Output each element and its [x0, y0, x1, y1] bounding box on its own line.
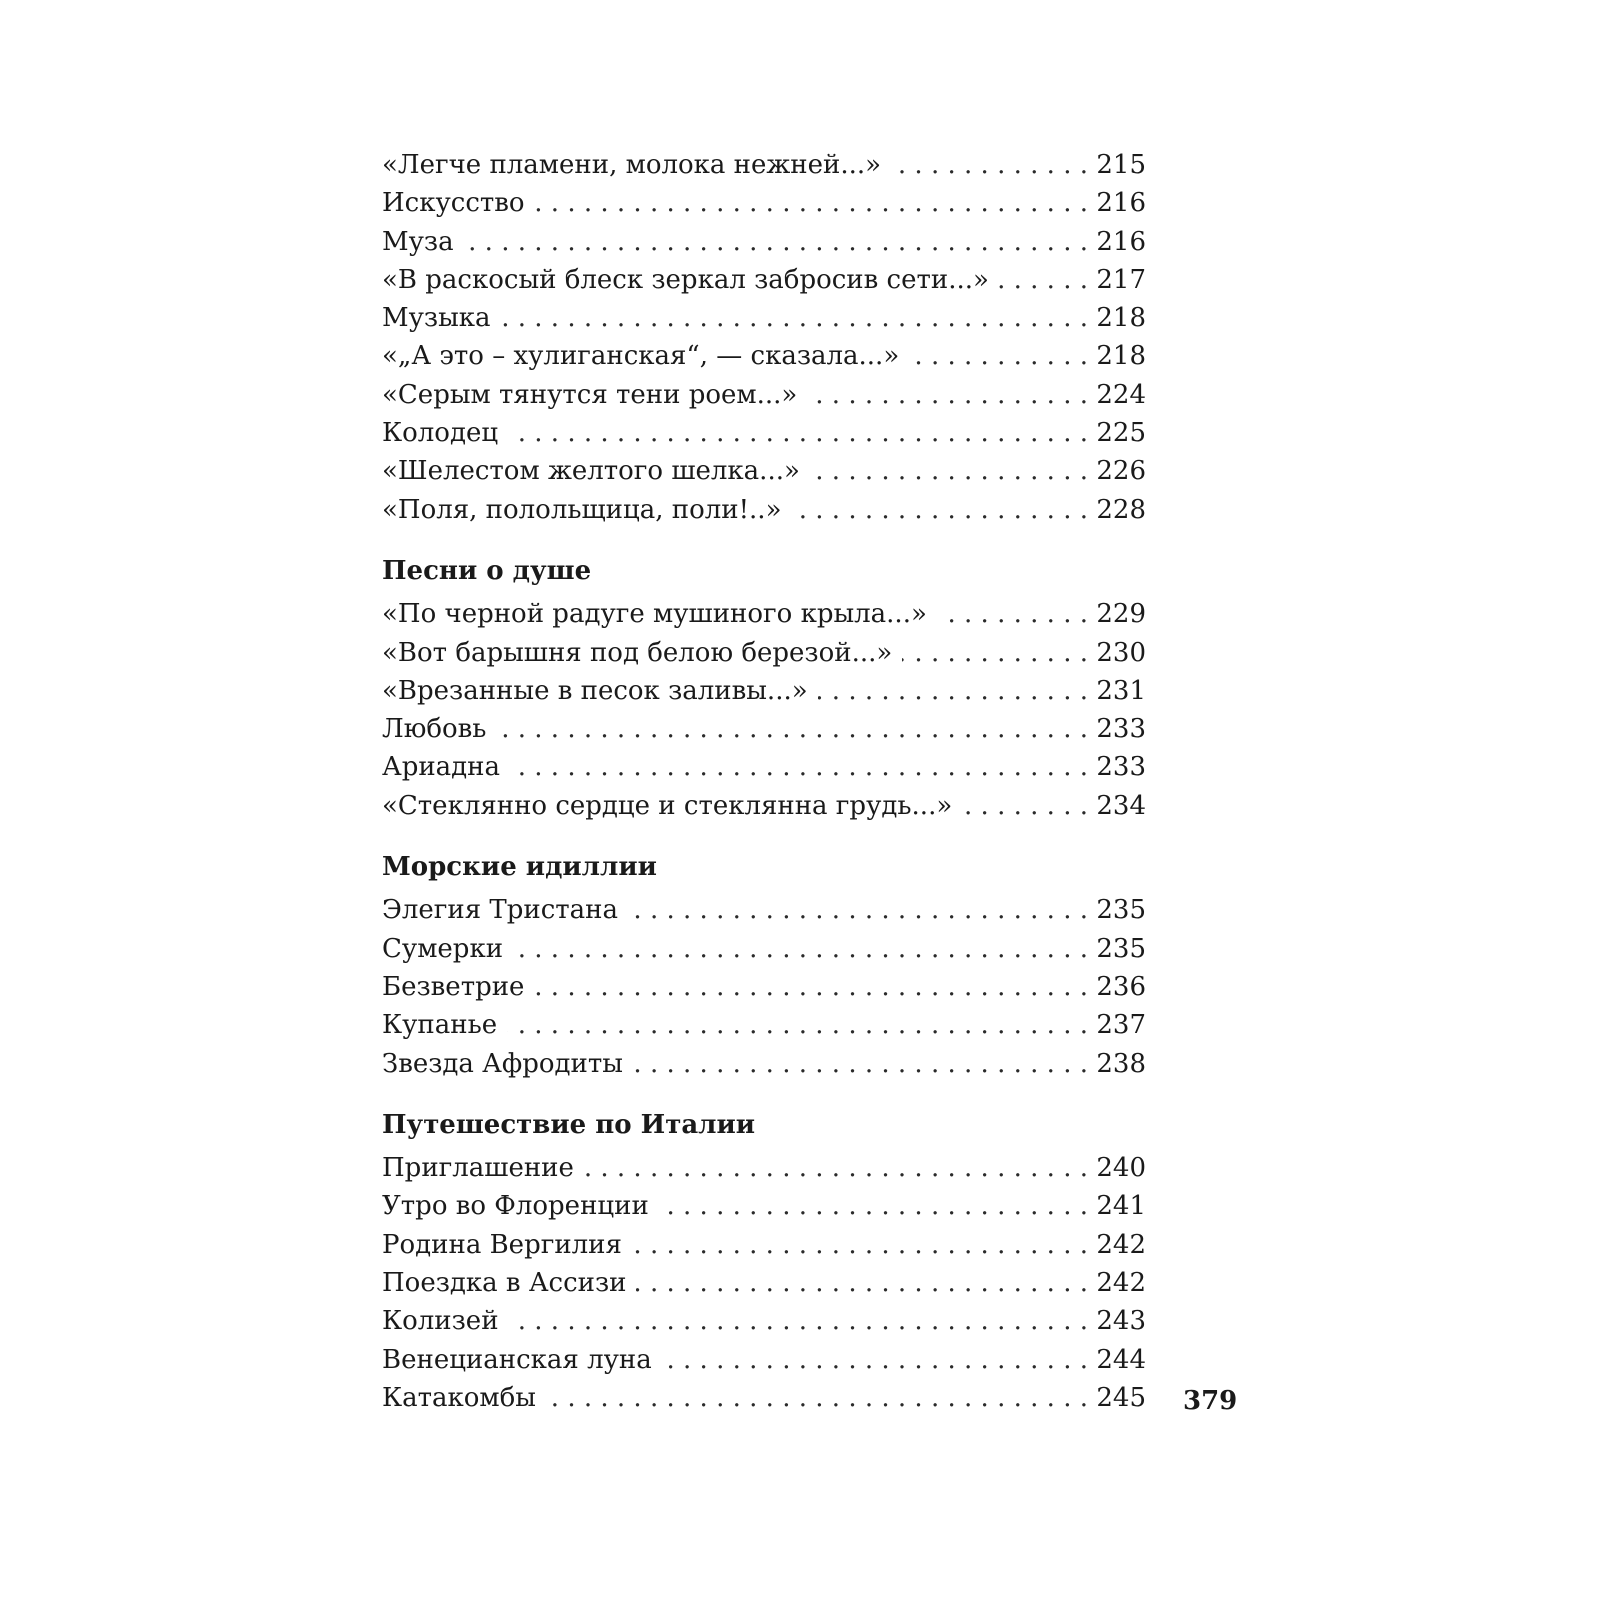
toc-section: [382, 848, 1146, 1083]
entry-page-number: 217: [1096, 264, 1146, 295]
toc-entry[interactable]: [382, 1264, 1146, 1302]
entry-title: Венецианская луна: [382, 1344, 652, 1375]
entry-title: Искусство: [382, 188, 525, 219]
entry-title: Муза: [382, 226, 454, 257]
entry-title: Катакомбы: [382, 1382, 536, 1413]
dot-leader: [513, 930, 1088, 968]
toc-entry[interactable]: [382, 891, 1146, 929]
dot-leader: [659, 1187, 1088, 1225]
section-heading: Путешествие по Италии: [382, 1109, 756, 1140]
entry-title: Безветрие: [382, 971, 525, 1002]
toc-entry[interactable]: [382, 1187, 1146, 1225]
toc-entry[interactable]: [382, 452, 1146, 490]
table-of-contents: [382, 146, 1146, 1417]
entry-page-number: 224: [1096, 379, 1146, 410]
toc-entry[interactable]: [382, 968, 1146, 1006]
section-heading: Песни о душе: [382, 555, 592, 586]
entry-page-number: 237: [1096, 1010, 1146, 1041]
entry-page-number: 228: [1096, 494, 1146, 525]
dot-leader: [999, 261, 1088, 299]
dot-leader: [937, 595, 1088, 633]
entry-title: Любовь: [382, 714, 487, 745]
dot-leader: [902, 634, 1088, 672]
toc-entry[interactable]: [382, 930, 1146, 968]
entry-page-number: 226: [1096, 456, 1146, 487]
entry-title: Родина Вергилия: [382, 1229, 622, 1260]
dot-leader: [909, 337, 1088, 375]
dot-leader: [508, 414, 1088, 452]
entry-page-number: 218: [1096, 341, 1146, 372]
entry-title: «Врезанные в песок заливы...»: [382, 675, 808, 706]
dot-leader: [584, 1149, 1088, 1187]
entry-title: «Серым тянутся тени роем...»: [382, 379, 798, 410]
dot-leader: [632, 1226, 1088, 1264]
entry-page-number: 216: [1096, 226, 1146, 257]
entry-title: «Поля, полольщица, поли!..»: [382, 494, 782, 525]
dot-leader: [535, 184, 1088, 222]
entry-title: «Стеклянно сердце и стеклянна грудь...»: [382, 790, 953, 821]
entry-page-number: 241: [1096, 1191, 1146, 1222]
entry-page-number: 245: [1096, 1382, 1146, 1413]
toc-entry[interactable]: [382, 261, 1146, 299]
entry-page-number: 215: [1096, 150, 1146, 180]
toc-entry[interactable]: [382, 1006, 1146, 1044]
section-heading: Морские идиллии: [382, 852, 657, 883]
page-number: 379: [1183, 1386, 1238, 1416]
entry-page-number: 240: [1096, 1153, 1146, 1184]
entry-page-number: 235: [1096, 895, 1146, 926]
dot-leader: [962, 787, 1088, 825]
toc-entry[interactable]: [382, 1302, 1146, 1340]
dot-leader: [546, 1379, 1088, 1417]
toc-entry[interactable]: [382, 748, 1146, 786]
toc-entry[interactable]: [382, 1379, 1146, 1417]
dot-leader: [791, 491, 1088, 529]
entry-page-number: 234: [1096, 790, 1146, 821]
entry-title: Приглашение: [382, 1153, 574, 1184]
dot-leader: [662, 1341, 1088, 1379]
entry-page-number: 231: [1096, 675, 1146, 706]
dot-leader: [636, 1264, 1088, 1302]
toc-entry[interactable]: [382, 299, 1146, 337]
entry-page-number: 216: [1096, 188, 1146, 219]
entry-title: Поездка в Ассизи: [382, 1268, 627, 1299]
dot-leader: [510, 748, 1088, 786]
entry-title: Утро во Флоренции: [382, 1191, 649, 1222]
entry-title: «В раскосый блеск зеркал забросив сети...»: [382, 264, 989, 295]
entry-page-number: 235: [1096, 933, 1146, 964]
dot-leader: [464, 223, 1088, 261]
entry-title: Элегия Тристана: [382, 895, 619, 926]
toc-section: [382, 146, 1146, 529]
toc-section: [382, 552, 1146, 825]
entry-title: «„А это – хулиганская“, — сказала...»: [382, 341, 900, 372]
toc-entry[interactable]: [382, 337, 1146, 375]
dot-leader: [507, 1006, 1088, 1044]
toc-entry[interactable]: [382, 376, 1146, 414]
dot-leader: [810, 452, 1088, 490]
toc-entry[interactable]: [382, 184, 1146, 222]
entry-title: Сумерки: [382, 933, 504, 964]
toc-section: [382, 1106, 1146, 1417]
entry-title: «Шелестом желтого шелка...»: [382, 456, 800, 487]
toc-entry[interactable]: [382, 1226, 1146, 1264]
entry-title: Колизей: [382, 1306, 499, 1337]
dot-leader: [628, 891, 1088, 929]
entry-page-number: 243: [1096, 1306, 1146, 1337]
dot-leader: [501, 299, 1088, 337]
entry-title: «Легче пламени, молока нежней...»: [382, 150, 882, 180]
entry-title: Купанье: [382, 1010, 498, 1041]
toc-entry[interactable]: [382, 672, 1146, 710]
entry-page-number: 242: [1096, 1229, 1146, 1260]
dot-leader: [509, 1302, 1088, 1340]
toc-entry[interactable]: [382, 414, 1146, 452]
toc-entry[interactable]: [382, 146, 1146, 184]
entry-title: Звезда Афродиты: [382, 1048, 623, 1079]
entry-page-number: 236: [1096, 971, 1146, 1002]
toc-entry[interactable]: [382, 634, 1146, 672]
entry-title: «По черной радуге мушиного крыла...»: [382, 599, 927, 630]
dot-leader: [496, 710, 1088, 748]
entry-title: «Вот барышня под белою березой...»: [382, 637, 893, 668]
toc-entry[interactable]: [382, 787, 1146, 825]
entry-page-number: 225: [1096, 418, 1146, 449]
toc-entry[interactable]: [382, 1341, 1146, 1379]
toc-entry[interactable]: [382, 1045, 1146, 1083]
entry-page-number: 233: [1096, 752, 1146, 783]
toc-entry[interactable]: [382, 491, 1146, 529]
dot-leader: [633, 1045, 1088, 1083]
entry-page-number: 242: [1096, 1268, 1146, 1299]
entry-title: Ариадна: [382, 752, 501, 783]
dot-leader: [807, 376, 1088, 414]
toc-entry[interactable]: [382, 595, 1146, 633]
entry-page-number: 218: [1096, 303, 1146, 334]
entry-page-number: 233: [1096, 714, 1146, 745]
entry-page-number: 229: [1096, 599, 1146, 630]
entry-page-number: 244: [1096, 1344, 1146, 1375]
toc-entry[interactable]: [382, 1149, 1146, 1187]
entry-page-number: 230: [1096, 637, 1146, 668]
dot-leader: [891, 146, 1088, 184]
toc-entry[interactable]: [382, 710, 1146, 748]
entry-page-number: 238: [1096, 1048, 1146, 1079]
toc-entry[interactable]: [382, 223, 1146, 261]
entry-title: Музыка: [382, 303, 491, 334]
dot-leader: [534, 968, 1088, 1006]
entry-title: Колодец: [382, 418, 499, 449]
dot-leader: [818, 672, 1088, 710]
